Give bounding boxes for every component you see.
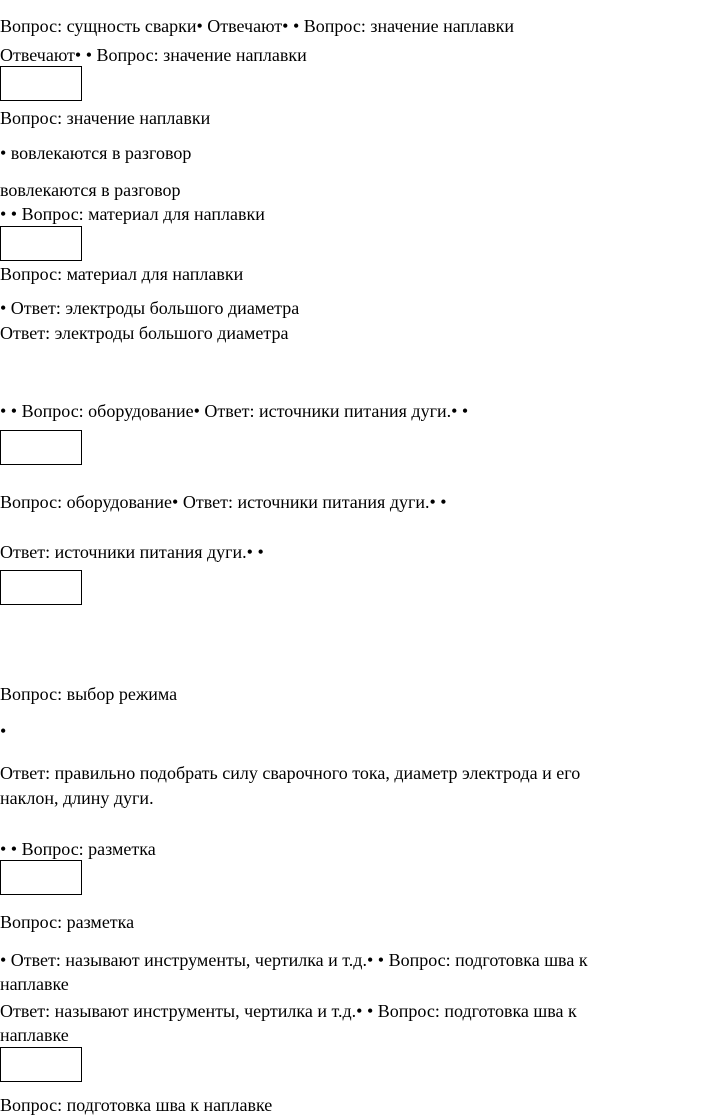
text-line: Вопрос: подготовка шва к наплавке [0,1095,273,1115]
text-line: Вопрос: материал для наплавки [0,264,244,284]
text-line: Вопрос: оборудование• Ответ: источники питания дуги.• • [0,492,447,512]
text-line: Вопрос: значение наплавки [0,108,211,128]
empty-frame [0,860,82,895]
text-line: Отвечают• • Вопрос: значение наплавки [0,45,307,65]
text-line: вовлекаются в разговор [0,180,181,200]
text-line: Ответ: правильно подобрать силу сварочного тока, диаметр электрода и его [0,763,581,783]
text-line: наклон, длину дуги. [0,788,154,808]
text-line: Ответ: источники питания дуги.• • [0,542,264,562]
text-line: наплавке [0,974,69,994]
text-line: • вовлекаются в разговор [0,143,192,163]
text-line: • Ответ: электроды большого диаметра [0,298,300,318]
text-line: • • Вопрос: разметка [0,839,156,859]
empty-frame [0,1047,82,1082]
text-line: • Ответ: называют инструменты, чертилка и т.д.• • Вопрос: подготовка шва к [0,950,588,970]
empty-frame [0,66,82,101]
text-line: • [0,721,7,741]
text-line: Вопрос: сущность сварки• Отвечают• • Вопрос: значение наплавки [0,16,515,36]
text-line: наплавке [0,1025,69,1045]
empty-frame [0,430,82,465]
text-line: Ответ: называют инструменты, чертилка и т.д.• • Вопрос: подготовка шва к [0,1001,577,1021]
text-line: Вопрос: разметка [0,912,135,932]
empty-frame [0,226,82,261]
text-line: Ответ: электроды большого диаметра [0,323,289,343]
text-line: • • Вопрос: оборудование• Ответ: источники питания дуги.• • [0,401,469,421]
text-line: Вопрос: выбор режима [0,684,178,704]
text-line: • • Вопрос: материал для наплавки [0,204,265,224]
empty-frame [0,570,82,605]
